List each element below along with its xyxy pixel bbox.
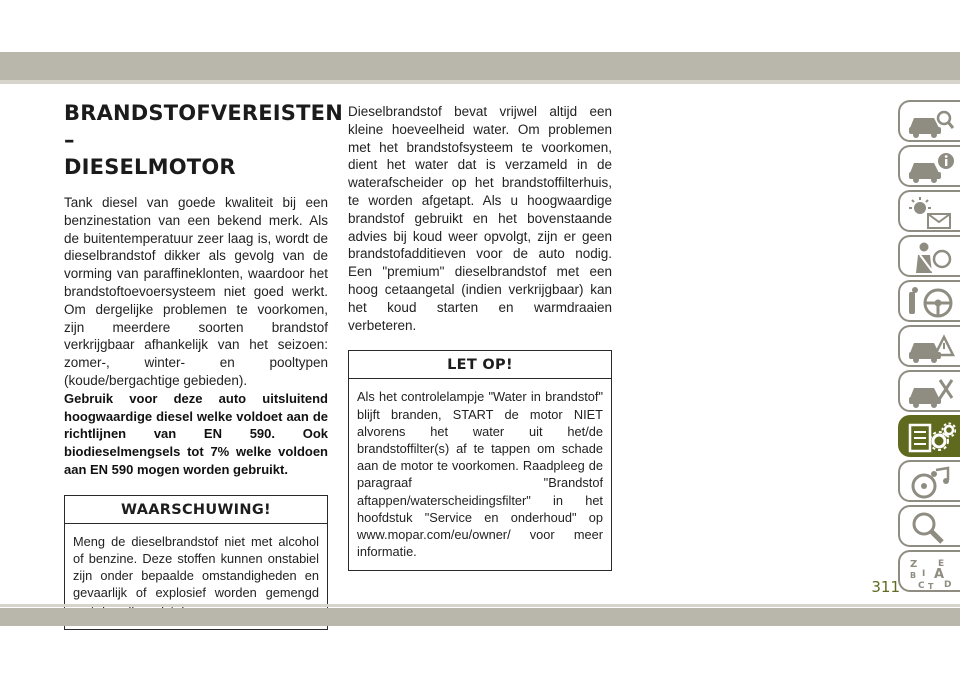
warning-text: Meng de dieselbrandstof niet met alcohol of benzine. Deze stoffen kunnen onstabiel zijn onder bepaalde omstandigheden en gevaarlijk of explosief worden gemengd: [73, 533, 319, 601]
top-decorative-band: [0, 52, 960, 80]
section-title-line1: BRANDSTOFVEREISTEN –: [64, 101, 343, 152]
car-tools-icon[interactable]: [898, 370, 960, 412]
magnifier-index-icon[interactable]: [898, 505, 960, 547]
alphabet-index-icon[interactable]: [898, 550, 960, 592]
intro-paragraph: Tank diesel van goede kwaliteit bij een benzinestation van een bekend merk. Als de buitentemperatuur zeer laag is, wordt de dieselbrandstof dikker als gevolg van de vorming van paraffineklonten, waardoor het brandstoftoevoersysteem niet goed werkt. Om dergelijke problemen te voorkomen, zijn meerdere soorten brandstof verkrijgbaar afhankelijk van het seizoen: zomer-, winter- en pooltypen (koude/bergachtige gebieden).: [64, 195, 328, 388]
service-gears-icon[interactable]: [898, 415, 960, 457]
caution-heading: LET OP!: [349, 351, 611, 379]
section-title: [64, 100, 343, 181]
alphabet-letter: T: [928, 582, 934, 590]
left-column: [64, 100, 343, 630]
bottom-decorative-band: [0, 608, 960, 626]
warning-lights-icon[interactable]: [898, 190, 960, 232]
steering-wheel-icon[interactable]: [898, 280, 960, 322]
section-title-line2: DIESELMOTOR: [64, 155, 236, 179]
car-info-icon[interactable]: [898, 145, 960, 187]
fuel-requirement-paragraph: Gebruik voor deze auto uitsluitend hoogwaardige diesel welke voldoet aan de richtlijnen van EN 590. Ook biodieselmengsels tot 7% welke voldoen aan EN 590 mogen worden gebruikt.: [64, 390, 328, 477]
alphabet-letter: I: [922, 569, 926, 579]
page-number: 311: [871, 578, 900, 596]
alphabet-letter: B: [910, 571, 917, 580]
alphabet-letter: D: [944, 580, 952, 590]
car-warning-triangle-icon[interactable]: [898, 325, 960, 367]
safety-airbag-icon[interactable]: [898, 235, 960, 277]
middle-column: [348, 103, 612, 571]
bottom-band-stripe: [0, 604, 960, 607]
warning-heading: WAARSCHUWING!: [65, 496, 327, 524]
multimedia-icon[interactable]: [898, 460, 960, 502]
alphabet-letter: A: [934, 567, 945, 582]
alphabet-letter: Z: [910, 559, 918, 570]
alphabet-letter: E: [938, 559, 945, 569]
water-paragraph: Dieselbrandstof bevat vrijwel altijd een kleine hoeveelheid water. Om problemen met het brandstofsysteem te voorkomen, dient het water dat is verzameld in de waterafscheider op het brandstoffilterhuis, te worden afgetapt. Als u hoogwaardige brandstof gebruikt en het bovenstaande advies bij koud weer opvolgt, zijn er geen brandstofadditieven voor de auto nodig. Een "premium" dieselbrandstof met een hoog cetaangetal (indien verkrijgbaar) kan het koud starten en warmdraaien verbeteren.: [348, 104, 612, 333]
car-search-icon[interactable]: [898, 100, 960, 142]
alphabet-letter: C: [918, 581, 925, 590]
top-band-stripe: [0, 80, 960, 84]
caution-box: [348, 350, 612, 571]
caution-text: Als het controlelampje "Water in brandstof" blijft branden, START de motor NIET alvorens het water uit het/de brandstoffilter(s) af te tappen om schade aan de motor te voorkomen. Raadpleeg de paragraaf "Brandstof aftappen/waterscheidingsfilter" in het hoofdstuk "Service en onderhoud" op www.mopar.com/eu/owner/ voor meer informatie.: [357, 389, 603, 560]
